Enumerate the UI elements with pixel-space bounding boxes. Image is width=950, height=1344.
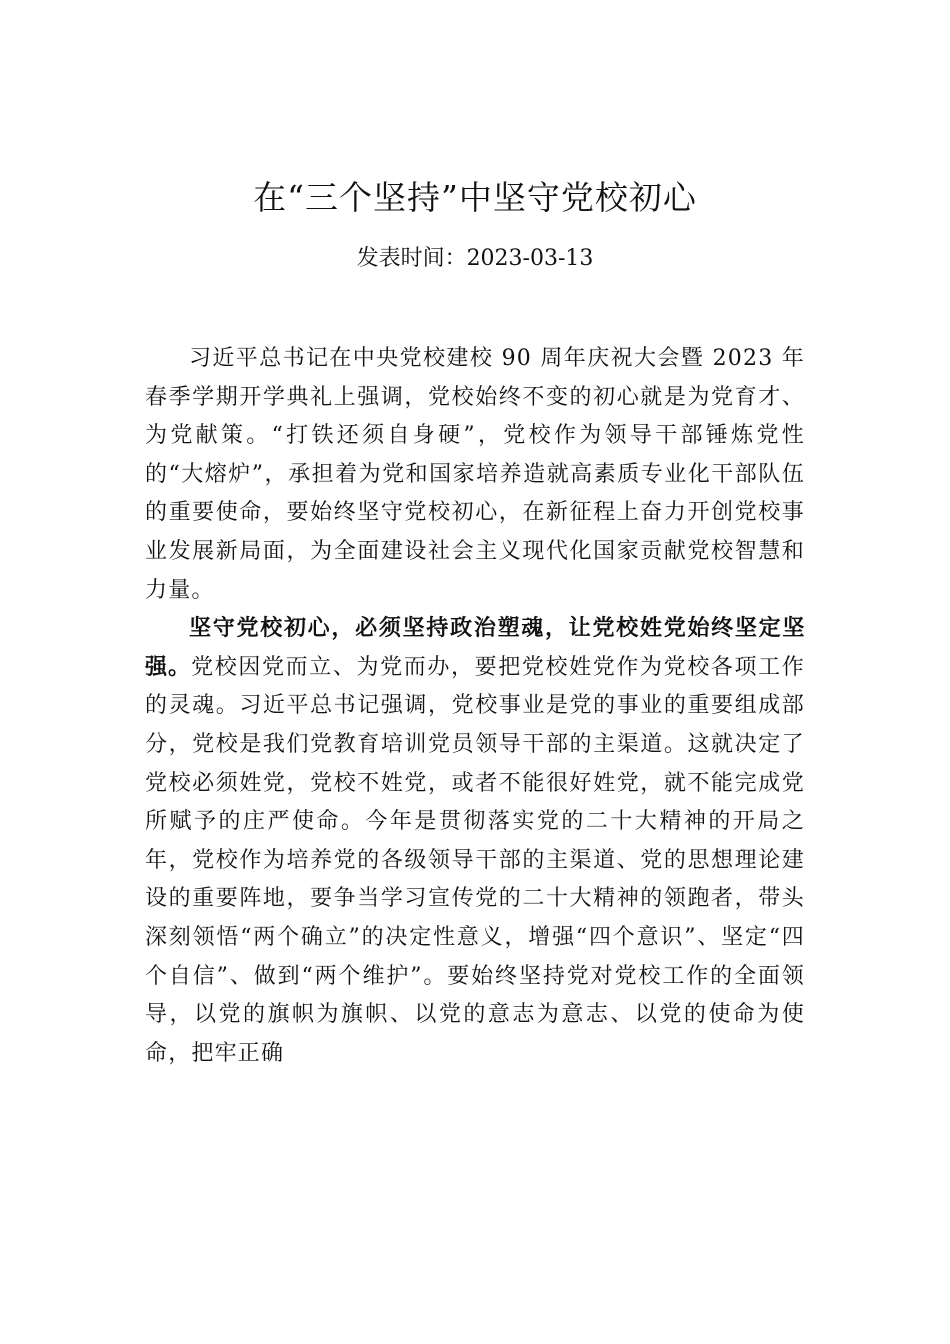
article-title: 在“三个坚持”中坚守党校初心 (253, 178, 697, 217)
article-body (145, 340, 805, 1073)
paragraph-lead-heading: 坚守党校初心，必须坚持政治塑魂，让党校姓党始终坚定坚强。 (145, 616, 805, 680)
paragraph-text: 党校因党而立、为党而办，要把党校姓党作为党校各项工作的灵魂。习近平总书记强调，党校事业是党的事业的重要组成部分，党校是我们党教育培训党员领导干部的主渠道。这就决定了党校必须姓党，党校不姓党，或者不能很好姓党，就不能完成党所赋予的庄严使命。今年是贯彻落实党的二十大精神的开局之年，党校作为培养党的各级领导干部的主渠道、党的思想理论建设的重要阵地，要争当学习宣传党的二十大精神的领跑者，带头深刻领悟“两个确立”的决定性意义，增强“四个意识”、坚定“四个自信”、做到“两个维护”。要始终坚持党对党校工作的全面领导，以党的旗帜为旗帜、以党的意志为意志、以党的使命为使命，把牢正确 (145, 654, 805, 1066)
paragraph-political (145, 610, 805, 1073)
paragraph-intro (145, 340, 805, 610)
publish-date: 发表时间：2023-03-13 (356, 246, 594, 271)
paragraph-text: 习近平总书记在中央党校建校 90 周年庆祝大会暨 2023 年春季学期开学典礼上强调，党校始终不变的初心就是为党育才、为党献策。“打铁还须自身硬”，党校作为领导干部锤炼党性的“大熔炉”，承担着为党和国家培养造就高素质专业化干部队伍的重要使命，要始终坚守党校初心，在新征程上奋力开创党校事业发展新局面，为全面建设社会主义现代化国家贡献党校智慧和力量。 (145, 346, 805, 603)
